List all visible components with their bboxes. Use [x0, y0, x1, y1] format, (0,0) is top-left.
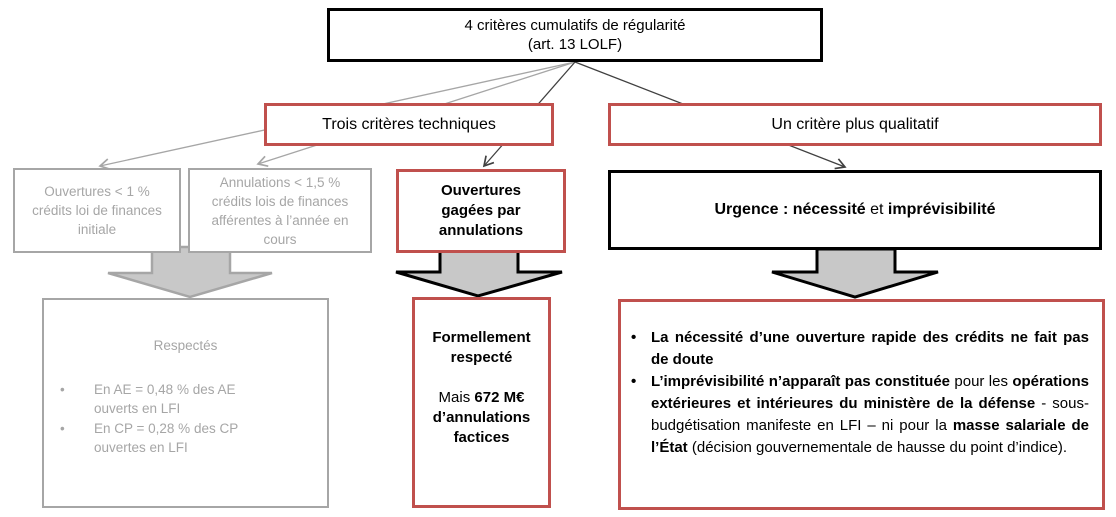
thresholds-result-list	[44, 380, 299, 458]
qualitative-branch-box	[608, 103, 1102, 146]
root-criteria-box	[327, 8, 823, 62]
qualitative-branch-label: Un critère plus qualitatif	[771, 115, 939, 133]
urgency-result-box	[618, 299, 1105, 510]
technical-branch-box	[264, 103, 554, 146]
block-arrow-offset	[396, 249, 562, 296]
urgency-criterion-box	[608, 170, 1102, 250]
thresholds-result-bullet-cp: • En CP = 0,28 % des CP ouvertes en LFI	[58, 419, 274, 458]
offset-openings-text: Ouvertures gagées par annulations	[438, 182, 524, 239]
urgency-result-list	[621, 302, 1102, 459]
openings-threshold-box	[13, 168, 181, 253]
technical-branch-label: Trois critères techniques	[322, 115, 496, 133]
offset-result-line1: Formellement respecté	[432, 329, 531, 366]
urgency-result-bullet-necessity: • La nécessité d’une ouverture rapide des crédits ne fait pas de doute	[627, 327, 1089, 371]
thresholds-result-box	[42, 298, 329, 508]
root-title-line1: 4 critères cumulatifs de régularité	[464, 17, 686, 34]
thresholds-result-bullet-ae: • En AE = 0,48 % des AE ouverts en LFI	[58, 380, 274, 419]
openings-threshold-text: Ouvertures < 1 % crédits loi de finances initiale	[32, 184, 162, 237]
offset-result-line2: Mais 672 M€ d’annulations factices	[432, 389, 531, 446]
cancellations-threshold-box	[188, 168, 372, 253]
thresholds-result-title: Respectés	[153, 338, 218, 353]
block-arrow-thresholds	[108, 247, 272, 297]
urgency-criterion-text: Urgence : nécessité et imprévisibilité	[714, 201, 996, 218]
block-arrow-urgency	[772, 249, 938, 297]
root-title-line2: (art. 13 LOLF)	[527, 36, 623, 53]
cancellations-threshold-text: Annulations < 1,5 % crédits lois de finances afférentes à l’année en cours	[211, 174, 349, 247]
offset-result-box	[412, 297, 551, 508]
urgency-result-bullet-unforeseeability: • L’imprévisibilité n’apparaît pas constituée pour les opérations extérieures et intérieures du ministère de la défense - sous-budgétisation manifeste en LFI – ni pour la masse salariale de l’État (décision gouvernementale de hausse du point d’indice).	[627, 371, 1089, 459]
offset-openings-box	[396, 169, 566, 253]
